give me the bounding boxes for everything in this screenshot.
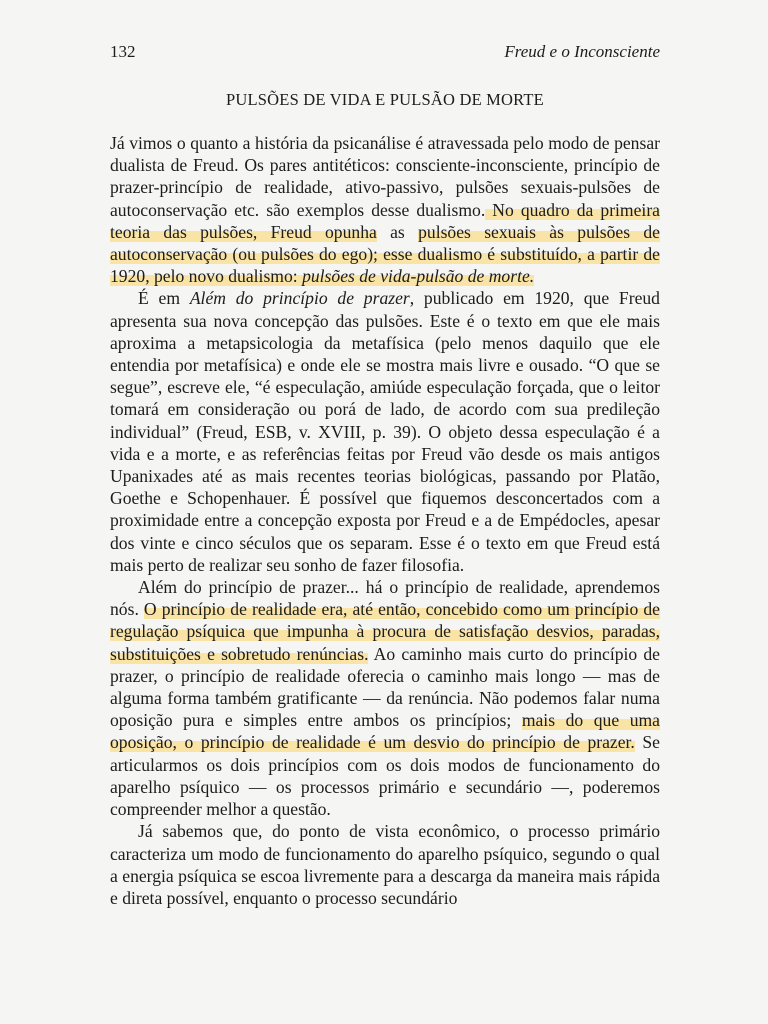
highlighted-text: pulsões sexuais às pulsões de autoconservação (ou pulsões do ego); esse dualismo é substituído, a partir de 1920, pelo novo dualismo: [110,221,660,287]
text-run: as [376,221,419,242]
running-head [110,42,660,62]
text-run: Se articularmos os dois princípios com os dois modos de funcionamento do aparelho psíquico — os processos primário e secundário —, poderemos compreender melhor a questão. [110,732,660,820]
text-run: Já sabemos que, do ponto de vista econômico, o processo primário caracteriza um modo de funcionamento do aparelho psíquico, segundo o qual a energia psíquica se escoa livremente para a descarga da maneira mais rápida e direta possível, enquanto o processo secundário [110,821,660,908]
text-run: Ao caminho mais curto do princípio de prazer, o princípio de realidade oferecia o caminho mais longo — mas de alguma forma também gratificante — da renúncia. Não podemos falar numa oposição pura e simples entre ambos os princípios; [110,643,660,731]
text-run: , publicado em 1920, que Freud apresenta sua nova concepção das pulsões. Este é o texto em que ele mais aproxima a metapsicologia da metafísica (pelo menos daquilo que ele entendia por metafísica) e onde ele se mostra mais livre e ousado. “O que se segue”, escreve ele, “é especulação, amiúde especulação forçada, que o leitor tomará em consideração ou porá de lado, de acordo com sua predileção individual” (Freud, ESB, v. XVIII, p. 39). O objeto dessa especulação é a vida e a morte, e as referências feitas por Freud vão desde os mais antigos Upanixades até as mais recentes teorias biológicas, passando por Platão, Goethe e Schopenhauer. É possível que fiquemos desconcertados com a proximidade entre a concepção exposta por Freud e a de Empédocles, apesar dos vinte e cinco séculos que os separam. Esse é o texto em que Freud está mais perto de realizar seu sonho de fazer filosofia. [110,288,660,575]
text-run: Além do princípio de prazer... há o princípio de realidade, aprendemos nós. [110,577,660,620]
page-number: 132 [110,42,136,61]
text-run: É em [138,288,190,309]
body-text [110,132,660,909]
book-title-italic: Além do princípio de prazer [189,288,410,309]
paragraph-4 [110,820,660,909]
highlighted-italic-text: pulsões de vida-pulsão de morte. [302,266,535,287]
highlighted-text: No quadro da primeira teoria das pulsões, Freud opunha [110,199,660,242]
highlighted-text: O princípio de realidade era, até então, concebido como um princípio de regulação psíquica que impunha à procura de satisfação desvios, paradas, substituições e sobretudo renúncias. [110,599,660,664]
book-title: Freud e o Inconsciente [504,42,660,61]
paragraph-1 [110,132,660,287]
text-run: Já vimos o quanto a história da psicanálise é atravessada pelo modo de pensar dualista de Freud. Os pares antitéticos: consciente-inconsciente, princípio de prazer-princípio de realidade, ativo-passivo, pulsões sexuais-pulsões de autoconservação etc. são exemplos desse dualismo. [110,133,660,220]
paragraph-3 [110,576,660,820]
paragraph-2 [110,287,660,576]
highlighted-text: mais do que uma oposição, o princípio de realidade é um desvio do princípio de prazer. [110,710,660,753]
section-title: PULSÕES DE VIDA E PULSÃO DE MORTE [226,90,544,109]
